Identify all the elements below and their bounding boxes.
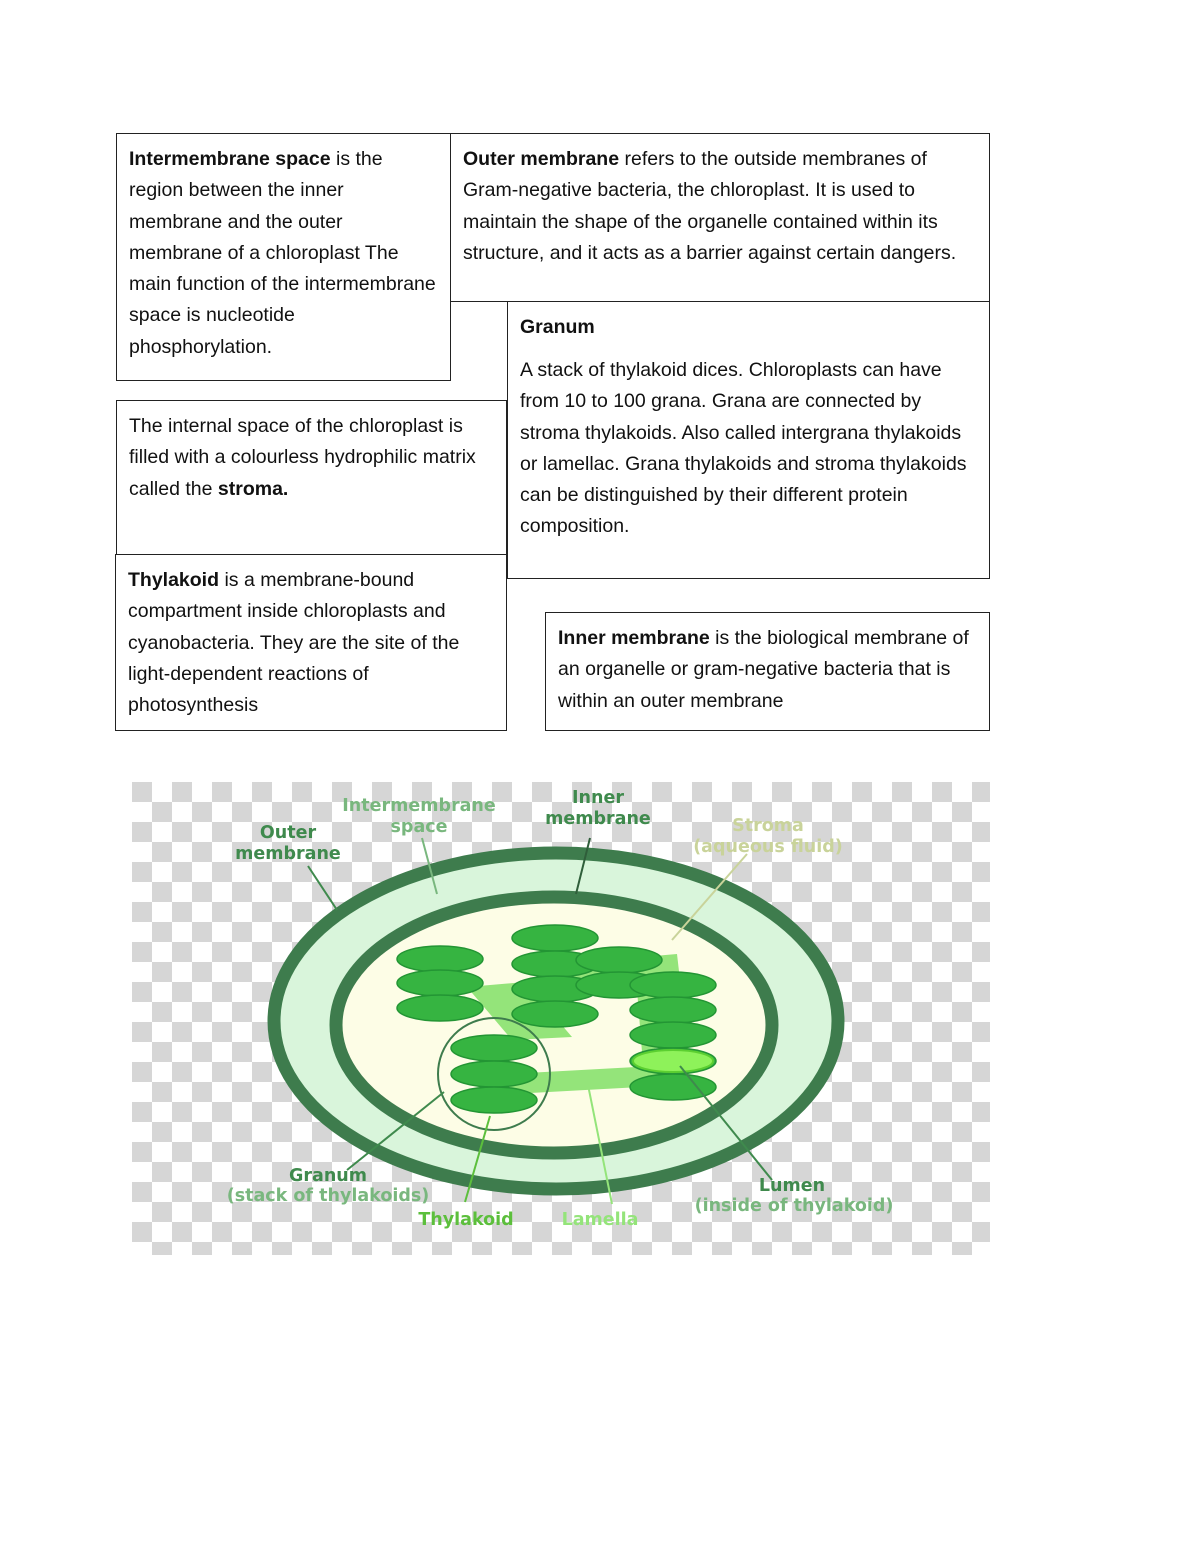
- intermembrane-space-text: is the region between the inner membrane and the outer membrane of a chloroplast The main function of the intermembrane space is nucleotide phosphorylation.: [129, 148, 436, 358]
- lumen-highlight: [633, 1050, 713, 1072]
- inner-membrane-text: is the biological membrane of an organelle or gram-negative bacteria that is within an outer membrane: [558, 627, 969, 712]
- label-lumen-2: (inside of thylakoid): [694, 1196, 894, 1216]
- inner-membrane-box: [545, 612, 990, 731]
- granum-circled: [451, 1035, 537, 1113]
- label-lamella: Lamella: [561, 1210, 639, 1230]
- stroma-term: stroma.: [217, 477, 289, 500]
- outer-membrane-text: refers to the outside membranes of Gram-negative bacteria, the chloroplast. It is used to maintain the shape of the organelle contained within its structure, and it acts as a barrier against certain dangers.: [463, 148, 957, 264]
- chloroplast-diagram: [132, 782, 990, 1255]
- label-granum-1: Granum: [289, 1166, 367, 1186]
- label-intermembrane-space-1: Intermembrane: [342, 796, 496, 816]
- granum-left: [397, 946, 483, 1021]
- label-inner-membrane-2: membrane: [545, 809, 651, 829]
- thylakoid-box: [115, 554, 507, 731]
- outer-membrane-term: Outer membrane: [463, 148, 620, 170]
- label-intermembrane-space-2: space: [390, 817, 448, 837]
- label-stroma-2: (aqueous fluid): [693, 837, 843, 857]
- inner-membrane-term: Inner membrane: [558, 627, 710, 649]
- granum-right: [630, 972, 716, 1100]
- granum-box: [507, 301, 990, 579]
- stroma-box: [116, 400, 507, 555]
- label-lumen-1: Lumen: [758, 1176, 826, 1196]
- thylakoid-text: is a membrane-bound compartment inside chloroplasts and cyanobacteria. They are the site of the light-dependent reactions of photosynthesis: [128, 569, 460, 717]
- outer-membrane-box: [450, 133, 990, 302]
- label-stroma-1: Stroma: [732, 816, 804, 836]
- label-outer-membrane-1: Outer: [259, 823, 317, 843]
- label-granum-2: (stack of thylakoids): [226, 1186, 430, 1206]
- intermembrane-space-box: [116, 133, 451, 381]
- granum-text: A stack of thylakoid dices. Chloroplasts can have from 10 to 100 grana. Grana are connected by stroma thylakoids. Also called intergrana thylakoids or lamellac. Grana thylakoids and stroma thylakoids can be distinguished by their different protein composition.: [520, 359, 967, 538]
- thylakoid-term: Thylakoid: [128, 569, 220, 591]
- granum-title: Granum: [520, 316, 595, 338]
- label-thylakoid: Thylakoid: [418, 1210, 514, 1230]
- label-outer-membrane-2: membrane: [235, 844, 341, 864]
- intermembrane-space-term: Intermembrane space: [129, 148, 331, 170]
- stroma-text: The internal space of the chloroplast is filled with a colourless hydrophilic matrix called the: [129, 415, 476, 500]
- label-inner-membrane-1: Inner: [572, 788, 624, 808]
